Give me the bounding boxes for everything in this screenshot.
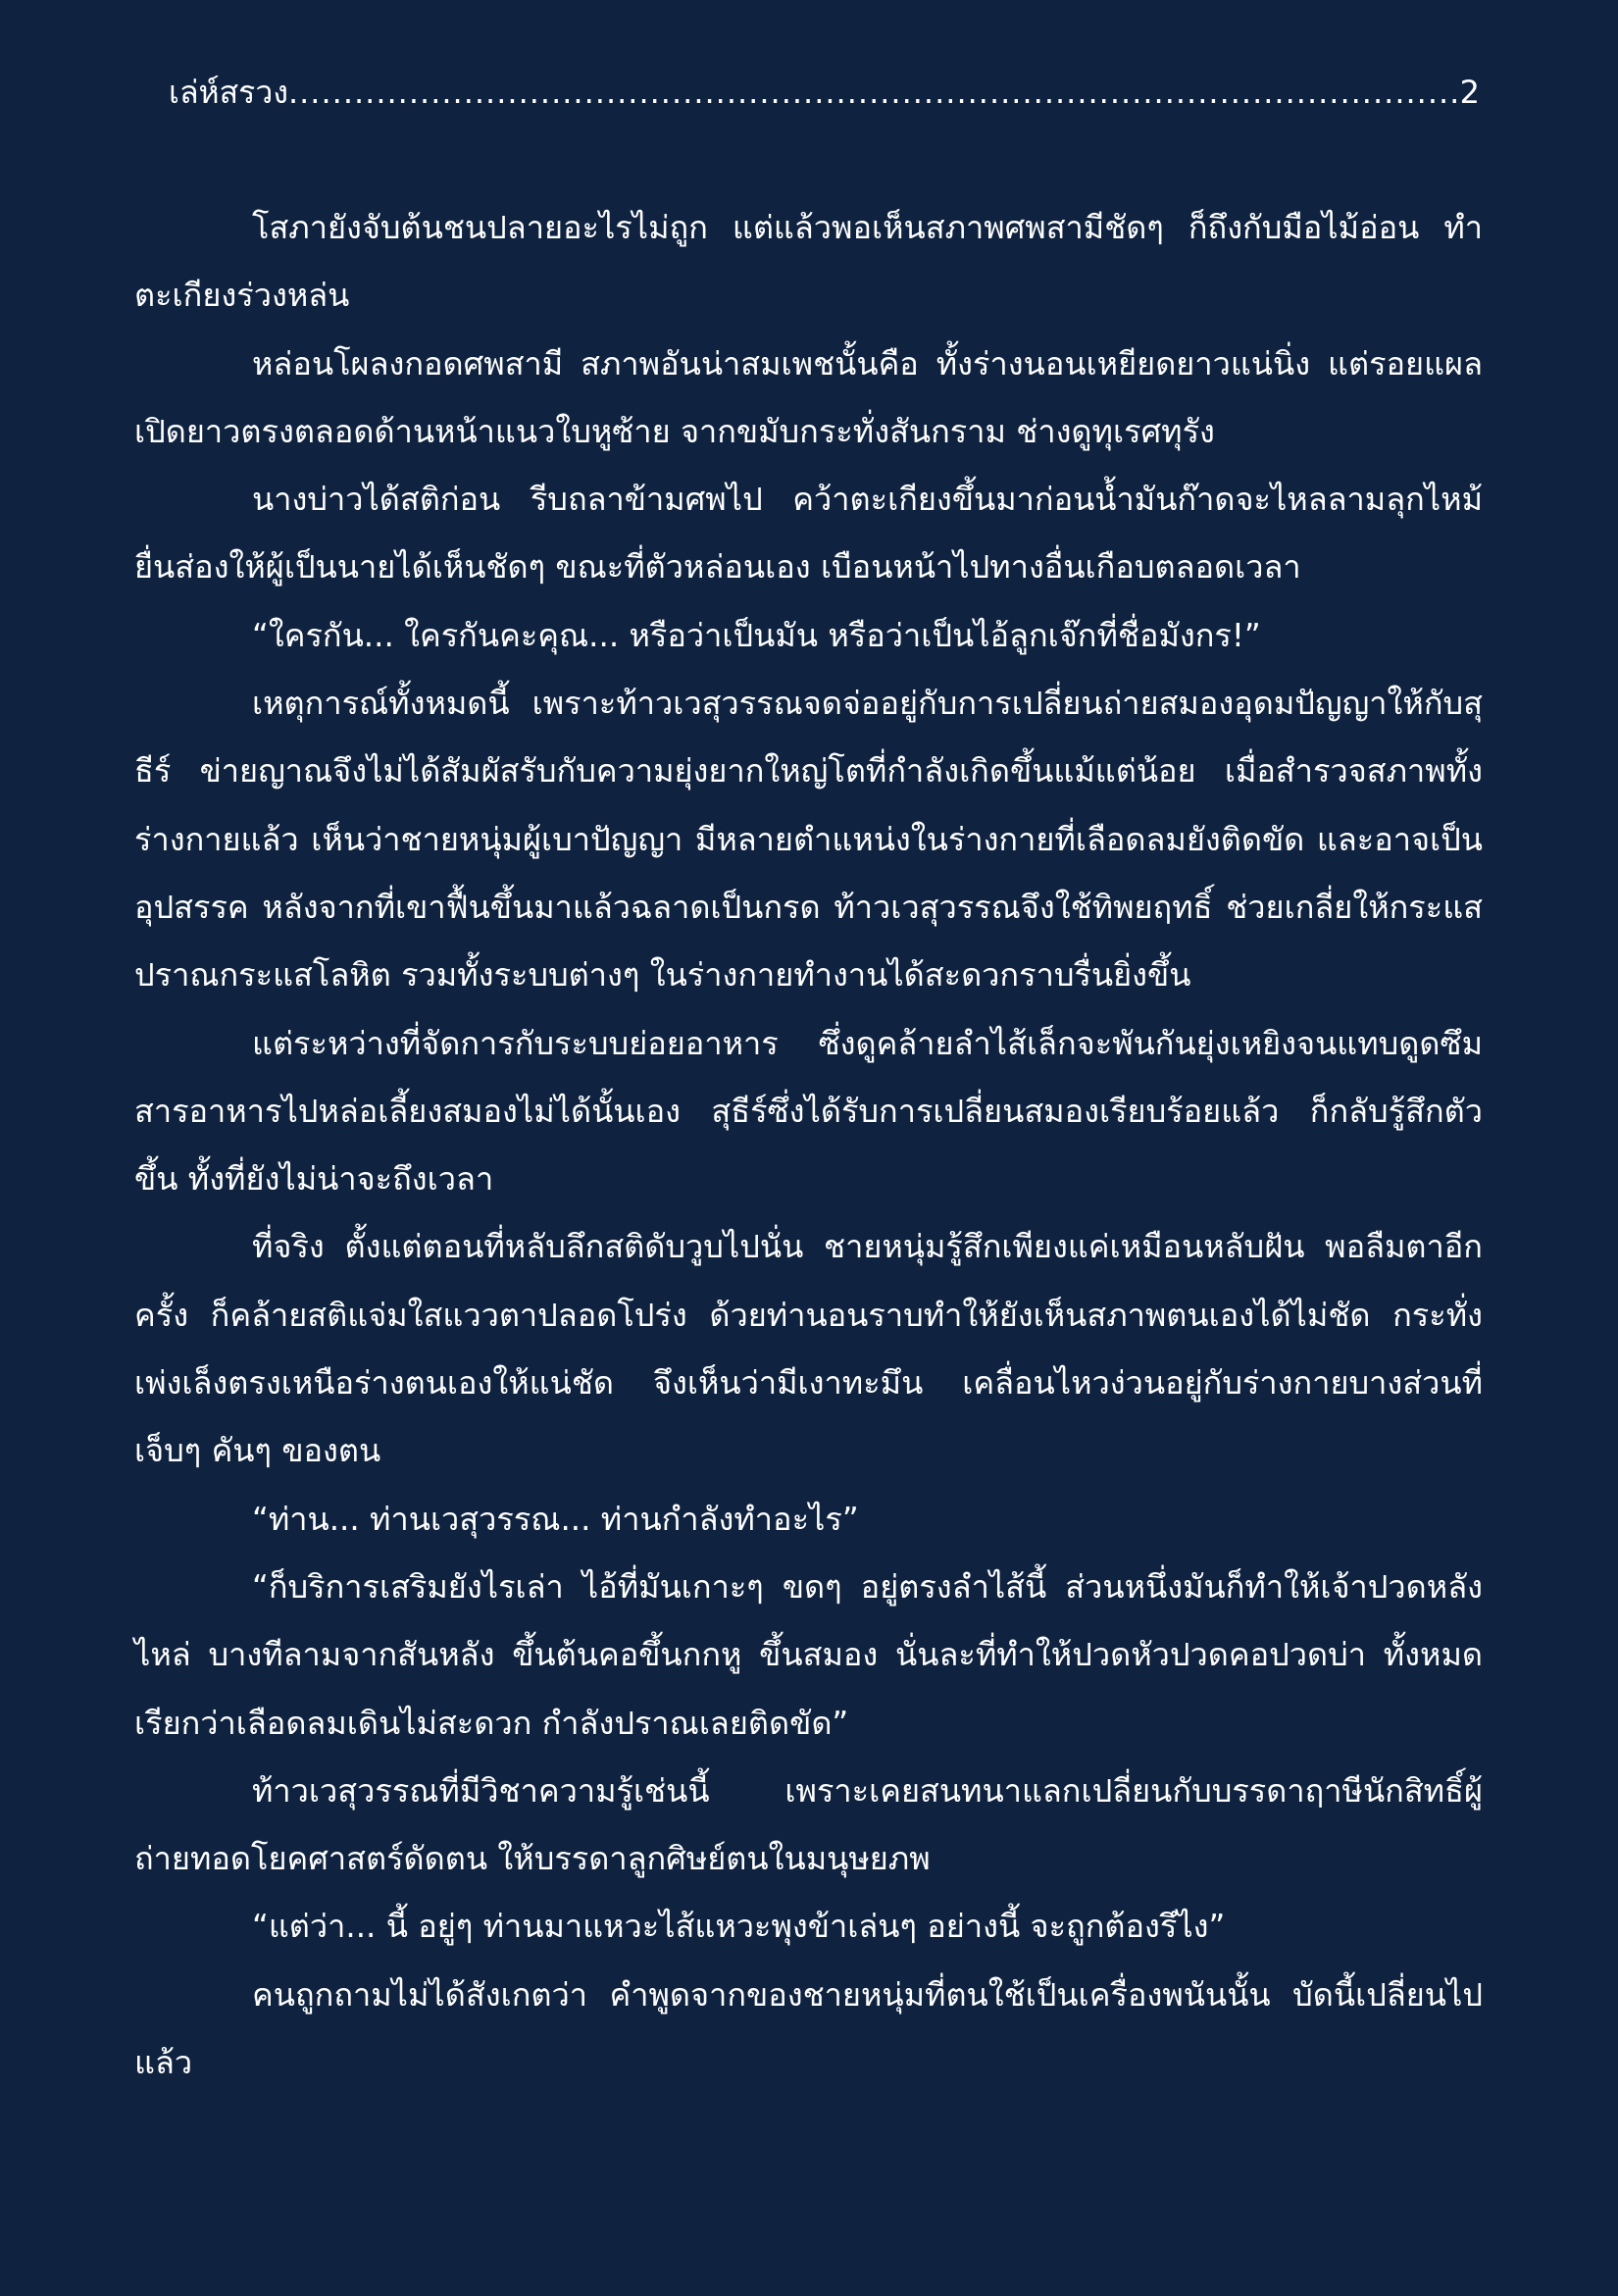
paragraph: “แต่ว่า... นี้ อยู่ๆ ท่านมาแหวะไส้แหวะพุงข้าเล่นๆ อย่างนี้ จะถูกต้องรึไง”: [252, 1908, 1226, 1946]
paragraph: โสภายังจับต้นชนปลายอะไรไม่ถูก แต่แล้วพอเห็นสภาพศพสามีชัดๆ ก็ถึงกับมือไม้อ่อน ทำตะเกียงร่วงหล่น: [134, 209, 1483, 315]
paragraph: หล่อนโผลงกอดศพสามี สภาพอันน่าสมเพชนั้นคือ ทั้งร่างนอนเหยียดยาวแน่นิ่ง แต่รอยแผลเปิดยาวตรงตลอดด้านหน้าแนวใบหูซ้าย จากขมับกระทั่งสันกราม ช่างดูทุเรศทุรัง: [134, 344, 1483, 450]
paragraph: “ใครกัน... ใครกันคะคุณ... หรือว่าเป็นมัน หรือว่าเป็นไอ้ลูกเจ๊กที่ชื่อมังกร!”: [252, 616, 1261, 654]
paragraph: เหตุการณ์ทั้งหมดนี้ เพราะท้าวเวสุวรรณจดจ่ออยู่กับการเปลี่ยนถ่ายสมองอุดมปัญญาให้กับสุธีร์ ข่ายญาณจึงไม่ได้สัมผัสรับกับความยุ่งยากใหญ่โตที่กำลังเกิดขึ้นแม้แต่น้อย เมื่อสำรวจสภาพทั้งร่างกายแล้ว เห็นว่าชายหนุ่มผู้เบาปัญญา มีหลายตำแหน่งในร่างกายที่เลือดลมยังติดขัด และอาจเป็นอุปสรรค หลังจากที่เขาฟื้นขึ้นมาแล้วฉลาดเป็นกรด ท้าวเวสุวรรณจึงใช้ทิพยฤทธิ์ ช่วยเกลี่ยให้กระแสปราณกระแสโลหิต รวมทั้งระบบต่างๆ ในร่างกายทำงานได้สะดวกราบรื่นยิ่งขึ้น: [134, 685, 1483, 995]
running-header: [169, 69, 1480, 116]
paragraph: ที่จริง ตั้งแต่ตอนที่หลับลึกสติดับวูบไปนั่น ชายหนุ่มรู้สึกเพียงแค่เหมือนหลับฝัน พอลืมตาอีกครั้ง ก็คล้ายสติแจ่มใสแววตาปลอดโปร่ง ด้วยท่านอนราบทำให้ยังเห็นสภาพตนเองได้ไม่ชัด กระทั่งเพ่งเล็งตรงเหนือร่างตนเองให้แน่ชัด จึงเห็นว่ามีเงาทะมึน เคลื่อนไหวง่วนอยู่กับร่างกายบางส่วนที่เจ็บๆ คันๆ ของตน: [134, 1228, 1483, 1470]
paragraph: แต่ระหว่างที่จัดการกับระบบย่อยอาหาร ซึ่งดูคล้ายลำไส้เล็กจะพันกันยุ่งเหยิงจนแทบดูดซึมสารอาหารไปหล่อเลี้ยงสมองไม่ได้นั้นเอง สุธีร์ซึ่งได้รับการเปลี่ยนสมองเรียบร้อยแล้ว ก็กลับรู้สึกตัวขึ้น ทั้งที่ยังไม่น่าจะถึงเวลา: [134, 1024, 1483, 1199]
paragraph: “ท่าน... ท่านเวสุวรรณ... ท่านกำลังทำอะไร”: [252, 1500, 859, 1538]
paragraph: นางบ่าวได้สติก่อน รีบถลาข้ามศพไป คว้าตะเกียงขึ้นมาก่อนน้ำมันก๊าดจะไหลลามลุกไหม้ ยื่นส่องให้ผู้เป็นนายได้เห็นชัดๆ ขณะที่ตัวหล่อนเอง เบือนหน้าไปทางอื่นเกือบตลอดเวลา: [134, 481, 1483, 587]
book-title: เล่ห์สรวง: [169, 74, 288, 111]
paragraph: ท้าวเวสุวรรณที่มีวิชาความรู้เช่นนี้ เพราะเคยสนทนาแลกเปลี่ยนกับบรรดาฤาษีนักสิทธิ์ผู้ถ่ายทอดโยคศาสตร์ดัดตน ให้บรรดาลูกศิษย์ตนในมนุษยภพ: [134, 1771, 1483, 1878]
dot-leader: [288, 69, 1460, 116]
paragraph: “ก็บริการเสริมยังไรเล่า ไอ้ที่มันเกาะๆ ขดๆ อยู่ตรงลำไส้นี้ ส่วนหนึ่งมันก็ทำให้เจ้าปวดหลังไหล่ บางทีลามจากสันหลัง ขึ้นต้นคอขึ้นกกหู ขึ้นสมอง นั่นละที่ทำให้ปวดหัวปวดคอปวดบ่า ทั้งหมดเรียกว่าเลือดลมเดินไม่สะดวก กำลังปราณเลยติดขัด”: [134, 1567, 1483, 1742]
body-text: [134, 194, 1483, 2097]
paragraph: คนถูกถามไม่ได้สังเกตว่า คำพูดจากของชายหนุ่มที่ตนใช้เป็นเครื่องพนันนั้น บัดนี้เปลี่ยนไปแล้ว: [134, 1975, 1483, 2082]
page-number: 2: [1459, 74, 1480, 111]
